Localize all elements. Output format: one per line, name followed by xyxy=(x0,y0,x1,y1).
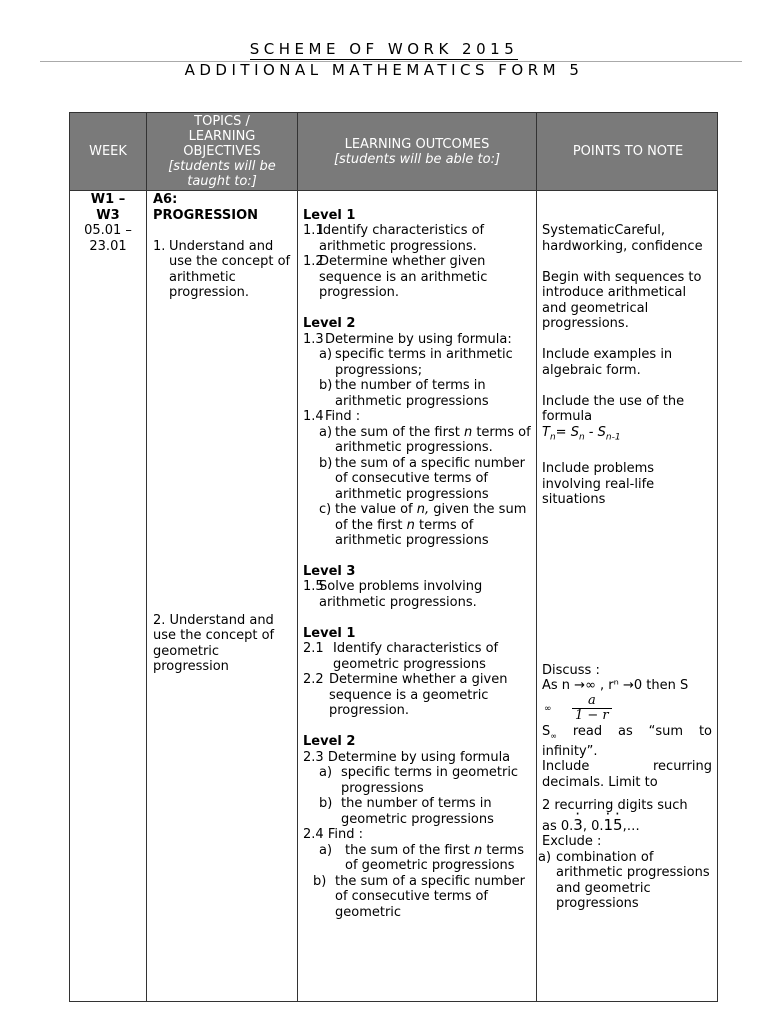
outcome-subitem: b) the number of terms in arithmetic progressions xyxy=(319,378,489,409)
header-outcomes: LEARNING OUTCOMES [students will be able to:] xyxy=(333,136,501,167)
recurring-examples: as 0.· 3, 0.· 1· 5,… xyxy=(542,818,712,835)
outcome-item: 1.3 Determine by using formula: xyxy=(303,331,512,347)
table-header xyxy=(70,113,717,191)
note-recurring: Include recurring decimals. Limit to xyxy=(542,759,712,790)
formula-tn: $T_n= S_n - S_{n-1}$ xyxy=(542,424,621,443)
outcome-item: 1.2 Determine whether given sequence is an arithmetic progression. xyxy=(303,254,488,300)
level-heading: Level 1 xyxy=(303,625,356,641)
column-divider xyxy=(297,113,298,1001)
note-exclude: Exclude : xyxy=(542,834,602,850)
outcome-item: 2.2 Determine whether a given sequence is a geometric progression. xyxy=(303,672,508,718)
level-heading: Level 2 xyxy=(303,734,356,749)
objective-2: 2. Understand and use the concept of geometric progression xyxy=(153,612,275,674)
outcomes-cell xyxy=(303,192,531,920)
outcome-subitem: a) the sum of the first n terms of geometric progressions xyxy=(319,842,524,873)
topic-name: PROGRESSION xyxy=(153,207,259,223)
level-heading: Level 3 xyxy=(303,563,356,579)
column-divider xyxy=(536,113,537,1001)
document-title: SCHEME OF WORK 2015 xyxy=(249,40,519,58)
column-divider xyxy=(146,113,147,1001)
outcome-item: 2.1 Identify characteristics of geometric progressions xyxy=(303,641,499,672)
header-points: POINTS TO NOTE xyxy=(572,144,684,159)
outcome-subitem: c) the value of n, given the sum of the first n terms of arithmetic progressions xyxy=(319,502,527,548)
outcome-subitem: a) specific terms in geometric progressions xyxy=(319,765,519,796)
outcome-subitem: b) the number of terms in geometric progressions xyxy=(319,796,494,827)
header-week: WEEK xyxy=(89,144,127,159)
note-item: Include examples in algebraic form. xyxy=(542,347,673,378)
topic-code: A6: xyxy=(153,192,178,207)
note-values: SystematicCareful, hardworking, confidence xyxy=(542,223,703,254)
document-subtitle: ADDITIONAL MATHEMATICS FORM 5 xyxy=(184,61,584,79)
note-item: Include problems involving real-life situations xyxy=(542,461,655,508)
outcome-subitem: a) specific terms in arithmetic progressions; xyxy=(319,347,513,378)
outcome-item: 1.5 Solve problems involving arithmetic progressions. xyxy=(303,579,483,610)
scheme-table xyxy=(69,112,718,1002)
note-item: Include the use of the formula xyxy=(542,393,685,424)
note-sum-to-infinity: $S_\infty$ read as “sum to infinity”. xyxy=(542,723,713,759)
outcome-item: 2.4 Find : xyxy=(303,827,363,842)
note-limit: As n →∞ , rⁿ →0 then S xyxy=(542,678,689,694)
outcome-subitem: a) the sum of the first n terms of arithmetic progressions. xyxy=(319,424,531,455)
level-heading: Level 1 xyxy=(303,207,356,223)
points-cell xyxy=(538,192,713,912)
week-label: W1 – W3 xyxy=(90,192,126,223)
note-recurring-digits: 2 recurring digits such xyxy=(542,798,688,814)
level-heading: Level 2 xyxy=(303,316,356,331)
outcome-subitem: b) the sum of a specific number of consecutive terms of arithmetic progressions xyxy=(319,455,526,502)
note-exclude-item: a) combination of arithmetic progressions and geometric progressions xyxy=(538,849,710,912)
note-discuss: Discuss : xyxy=(542,662,600,678)
header-topics: TOPICS / LEARNING OBJECTIVES [students will be taught to:] xyxy=(168,114,276,189)
week-cell xyxy=(70,192,146,254)
week-dates: 05.01 – 23.01 xyxy=(84,223,132,254)
outcome-item: 1.1 Identify characteristics of arithmetic progressions. xyxy=(303,223,485,254)
objective-1: 1. Understand and use the concept of arithmetic progression. xyxy=(153,238,291,300)
formula-sum-infinity: ∞ $\frac{a}{1 - r}$ xyxy=(542,694,712,724)
outcome-item: 1.4 Find : xyxy=(303,409,361,424)
topics-cell xyxy=(153,192,293,675)
note-item: Begin with sequences to introduce arithmetical and geometrical progressions. xyxy=(542,269,702,331)
outcome-item: 2.3 Determine by using formula xyxy=(303,749,511,765)
outcome-subitem: b) the sum of a specific number of consecutive terms of geometric xyxy=(313,873,526,920)
